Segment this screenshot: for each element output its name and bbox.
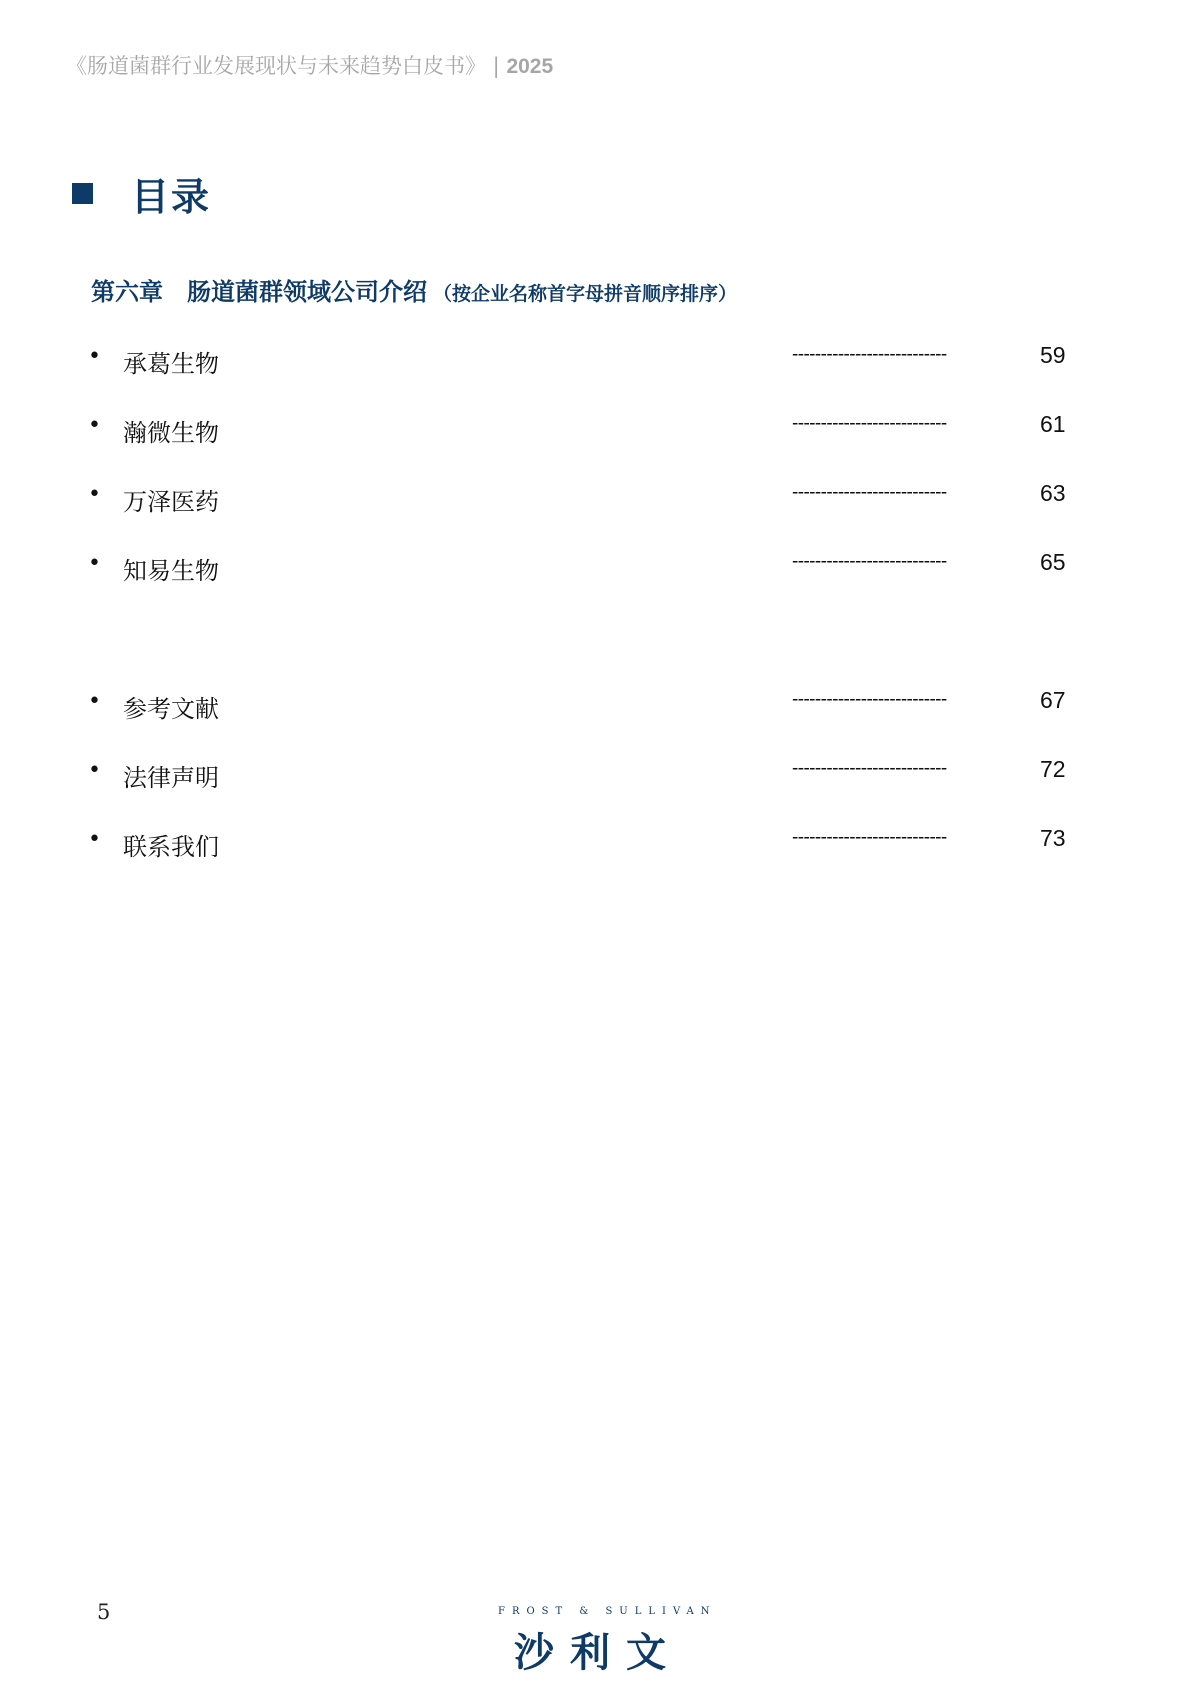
page-number: 5 [97, 1600, 111, 1624]
toc-leader: --------------------------- [792, 758, 947, 779]
toc-leader: --------------------------- [792, 551, 947, 572]
square-bullet-icon [72, 183, 93, 204]
toc-item[interactable] [0, 413, 1184, 453]
toc-item-page[interactable]: 67 [1040, 687, 1066, 713]
header-separator: | [486, 54, 507, 78]
toc-item-page[interactable]: 73 [1040, 825, 1066, 851]
chapter-note: （按企业名称首字母拼音顺序排序） [433, 283, 738, 305]
toc-item-label[interactable]: 承葛生物 [123, 350, 219, 378]
toc-leader: --------------------------- [792, 689, 947, 710]
toc-leader: --------------------------- [792, 482, 947, 503]
logo-chinese-text: 沙利文 [514, 1630, 682, 1676]
toc-item-page[interactable]: 59 [1040, 342, 1066, 368]
toc-item-label[interactable]: 法律声明 [123, 764, 219, 792]
toc-item[interactable] [0, 551, 1184, 591]
bullet-icon: • [88, 482, 101, 507]
bullet-icon: • [88, 413, 101, 438]
toc-leader: --------------------------- [792, 413, 947, 434]
toc-item-page[interactable]: 61 [1040, 411, 1066, 437]
toc-item-label[interactable]: 万泽医药 [123, 488, 219, 516]
toc-item-page[interactable]: 65 [1040, 549, 1066, 575]
toc-item-page[interactable]: 72 [1040, 756, 1066, 782]
bullet-icon: • [88, 689, 101, 714]
section-heading [72, 166, 211, 221]
document-header [66, 50, 553, 80]
bullet-icon: • [88, 551, 101, 576]
toc-item[interactable] [0, 482, 1184, 522]
toc-item[interactable] [0, 689, 1184, 729]
bullet-icon: • [88, 344, 101, 369]
toc-item-page[interactable]: 63 [1040, 480, 1066, 506]
toc-item[interactable] [0, 344, 1184, 384]
logo-english-text: FROST & SULLIVAN [498, 1606, 717, 1617]
toc-item-label[interactable]: 知易生物 [123, 557, 219, 585]
chapter-title: 第六章 肠道菌群领域公司介绍 [91, 277, 427, 306]
toc-item[interactable] [0, 827, 1184, 867]
toc-leader: --------------------------- [792, 827, 947, 848]
bullet-icon: • [88, 827, 101, 852]
toc-item[interactable] [0, 758, 1184, 798]
toc-item-label[interactable]: 参考文献 [123, 695, 219, 723]
header-year: 2025 [506, 55, 554, 78]
frost-sullivan-logo [498, 1606, 717, 1678]
chapter-heading [91, 272, 737, 307]
toc-leader: --------------------------- [792, 344, 947, 365]
bullet-icon: • [88, 758, 101, 783]
section-title: 目录 [131, 174, 212, 219]
toc-item-label[interactable]: 联系我们 [123, 833, 219, 861]
toc-item-label[interactable]: 瀚微生物 [123, 419, 219, 447]
header-title: 《肠道菌群行业发展现状与未来趋势白皮书》 [66, 54, 486, 78]
